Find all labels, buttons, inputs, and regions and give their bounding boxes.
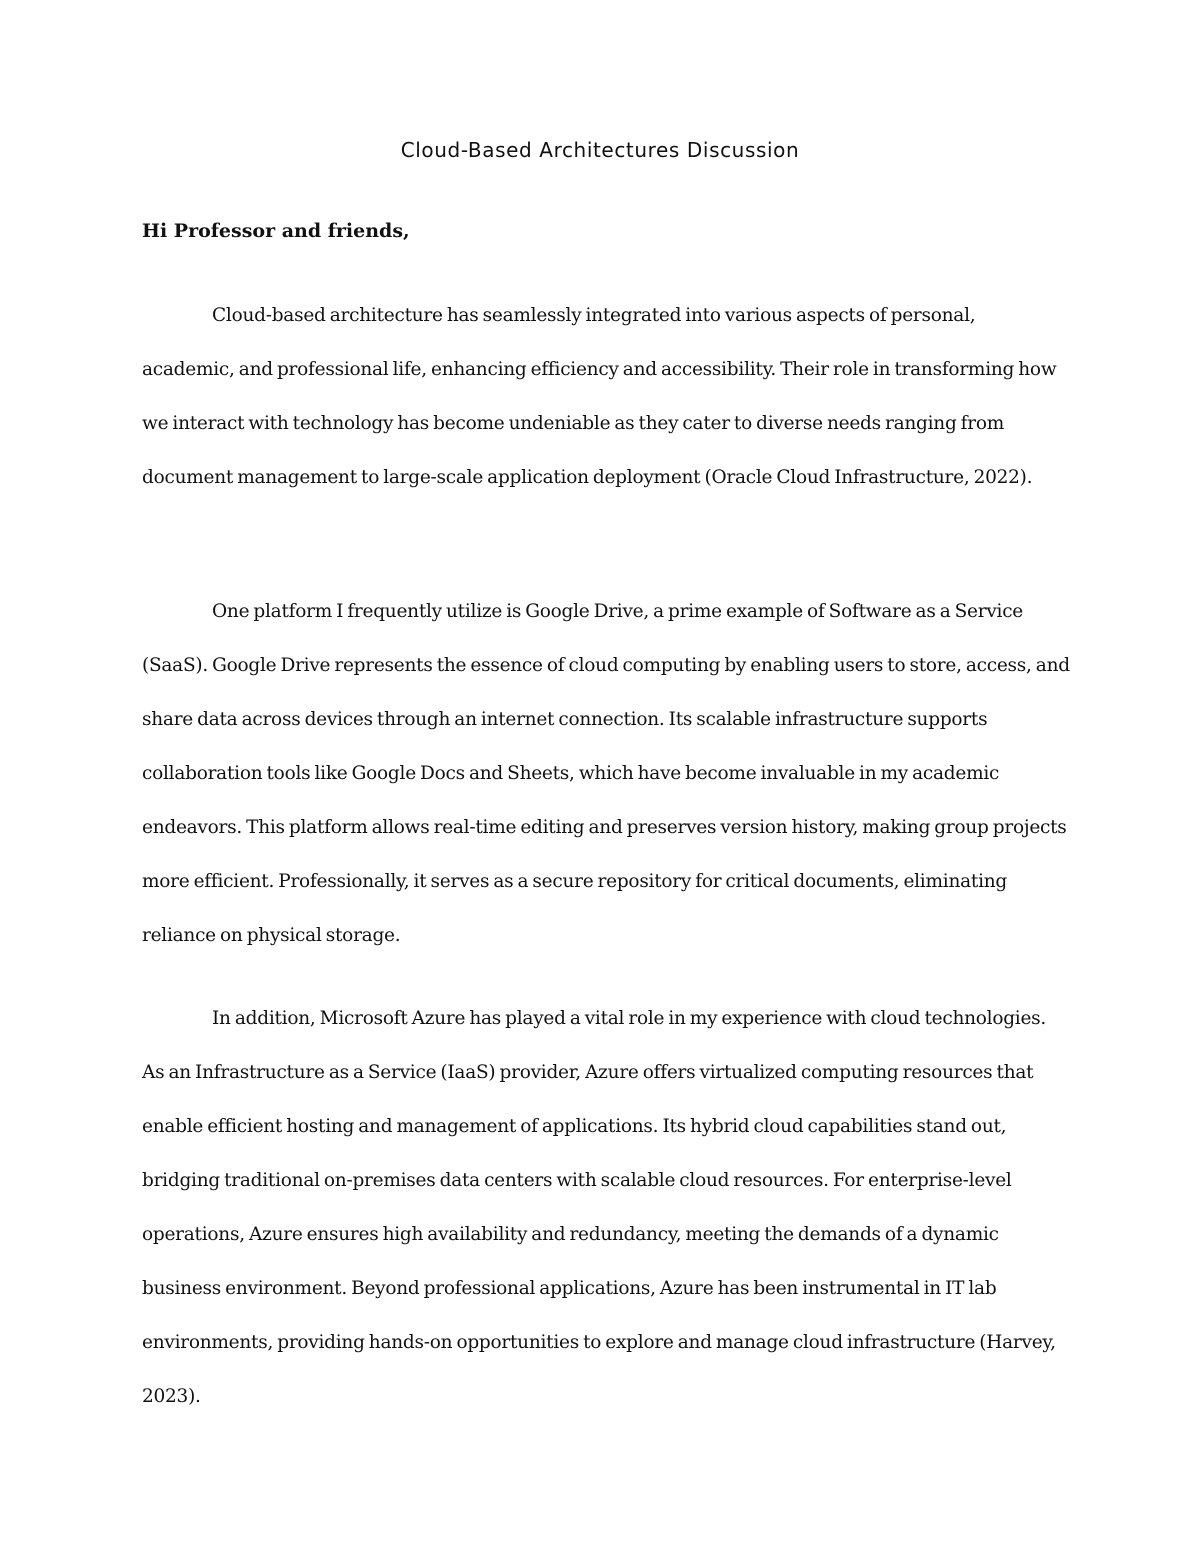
document-title: Cloud-Based Architectures Discussion [400, 138, 800, 162]
paragraph-google-drive: One platform I frequently utilize is Google Drive, a prime example of Software as a Service (SaaS). Google Drive represents the essence of cloud computing by enabling users to store, access, and share data across devices through an internet connection. Its scalable infrastructure supports collaboration tools like Google Docs and Sheets, which have become invaluable in my academic endeavors. This platform allows real-time editing and preserves version history, making group projects more efficient. Professionally, it serves as a secure repository for critical documents, eliminating reliance on physical storage. [142, 601, 1070, 946]
greeting: Hi Professor and friends, [142, 220, 410, 242]
paragraph-intro: Cloud-based architecture has seamlessly integrated into various aspects of personal, academic, and professional life, enhancing efficiency and accessibility. Their role in transforming how we interact with technology has become undeniable as they cater to diverse needs ranging from document management to large-scale application deployment (Oracle Cloud Infrastructure, 2022). [142, 305, 1057, 488]
paragraph-microsoft-azure: In addition, Microsoft Azure has played a vital role in my experience with cloud technologies. As an Infrastructure as a Service (IaaS) provider, Azure offers virtualized computing resources that enable efficient hosting and management of applications. Its hybrid cloud capabilities stand out, bridging traditional on-premises data centers with scalable cloud resources. For enterprise-level operations, Azure ensures high availability and redundancy, meeting the demands of a dynamic business environment. Beyond professional applications, Azure has been instrumental in IT lab environments, providing hands-on opportunities to explore and manage cloud infrastructure (Harvey, 2023). [142, 1008, 1056, 1407]
